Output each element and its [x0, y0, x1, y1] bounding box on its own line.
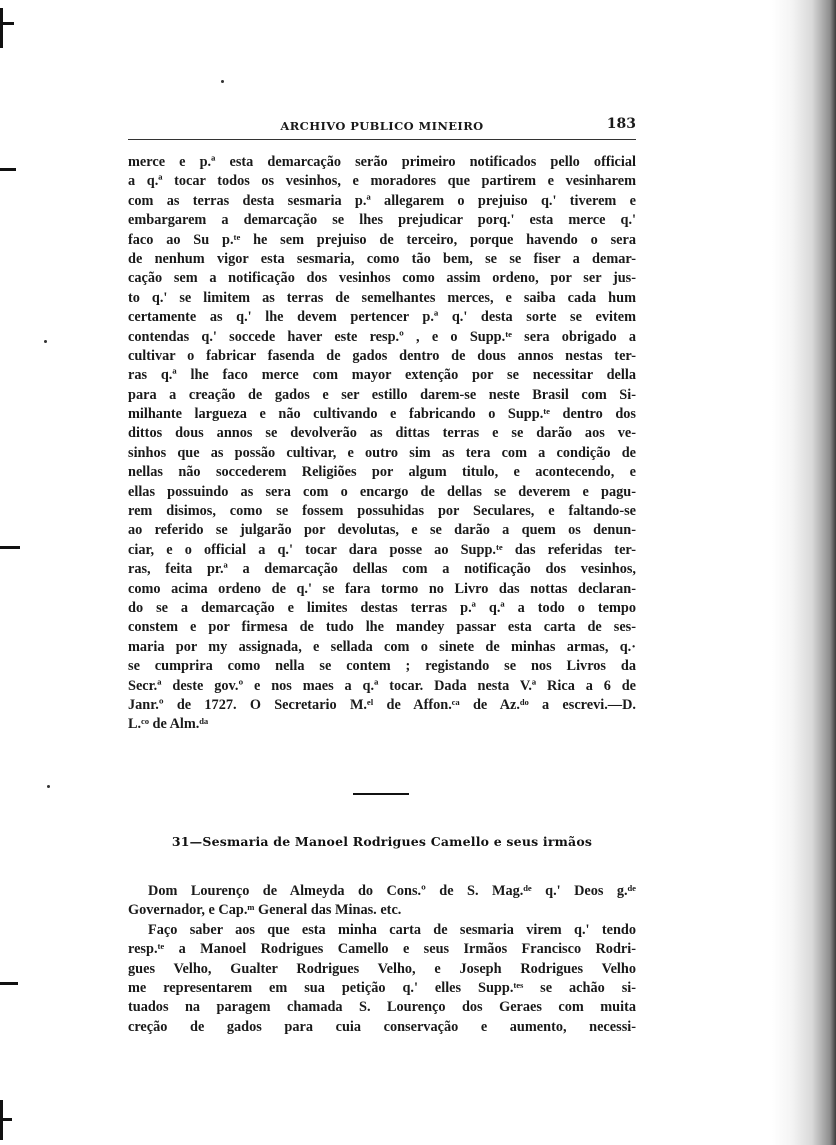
text-line: faco ao Su p.ᵗᵉ he sem prejuiso de terceiro, porque havendo o sera [128, 231, 636, 248]
text-line: gues Velho, Gualter Rodrigues Velho, e Joseph Rodrigues Velho [128, 960, 636, 977]
margin-mark [0, 8, 3, 48]
page-edge-shadow [772, 0, 836, 1145]
speck [47, 785, 50, 788]
text-line: embargarem a demarcação se lhes prejudicar porq.' esta merce q.' [128, 212, 636, 229]
text-line: Governador, e Cap.ᵐ General das Minas. etc. [128, 902, 402, 919]
text-line: Dom Lourenço de Almeyda do Cons.º de S. Mag.ᵈᵉ q.' Deos g.ᵈᵉ [148, 883, 636, 899]
speck [221, 80, 224, 83]
text-line: me representarem em sua petição q.' elles Supp.ᵗᵉˢ se achão si- [128, 979, 636, 996]
text-line: to q.' se limitem as terras de semelhantes merces, e saiba cada hum [128, 289, 636, 306]
margin-mark [0, 22, 14, 25]
text-line: sinhos que as possão cultivar, e outro sim as tera com a condição de [128, 444, 636, 461]
running-head [128, 115, 636, 140]
text-line: cação sem a notificação dos vesinhos como assim ordeno, por ser jus- [128, 270, 636, 287]
text-line: certamente as q.' lhe devem pertencer p.ª q.' desta sorte se evitem [128, 309, 636, 326]
text-line: constem e por firmesa de tudo lhe mandey passar esta carta de ses- [128, 619, 636, 636]
text-line: Faço saber aos que esta minha carta de sesmaria virem q.' tendo [148, 921, 636, 938]
margin-mark [0, 982, 18, 985]
margin-mark [0, 1118, 12, 1121]
text-line: ellas possuindo as sera com o encargo de dellas se deverem e pagu- [128, 483, 636, 500]
text-line: merce e p.ª esta demarcação serão primeiro notificados pello official [128, 154, 636, 170]
text-line: resp.ᵗᵉ a Manoel Rodrigues Camello e seus Irmãos Francisco Rodri- [128, 941, 636, 958]
running-title: ARCHIVO PUBLICO MINEIRO [280, 119, 484, 133]
text-line: se cumprira como nella se contem ; registando se nos Livros da [128, 658, 636, 675]
speck [44, 340, 47, 343]
text-line: a q.ª tocar todos os vesinhos, e moradores que partirem e vesinharem [128, 173, 636, 190]
text-line: creção de gados para cuia conservação e aumento, necessi- [128, 1018, 636, 1035]
text-line: com as terras desta sesmaria p.ª allegarem o prejuiso q.' tiverem e [128, 192, 636, 209]
text-line: ciar, e o official a q.' tocar dara posse ao Supp.ᵗᵉ das referidas ter- [128, 541, 636, 558]
text-line: dittos dous annos se devolverão as dittas terras e se darão aos ve- [128, 425, 636, 442]
text-line: contendas q.' soccede haver este resp.º , e o Supp.ᵗᵉ sera obrigado a [128, 328, 636, 345]
paragraph-1 [128, 153, 636, 735]
paragraph-2 [128, 882, 636, 1037]
text-line: tuados na paragem chamada S. Lourenço dos Geraes com muita [128, 999, 636, 1016]
section-separator [353, 793, 409, 795]
section-heading: 31—Sesmaria de Manoel Rodrigues Camello e seus irmãos [171, 834, 593, 849]
text-line: ras, feita pr.ª a demarcação dellas com a notificação dos vesinhos, [128, 561, 636, 578]
text-line: milhante largueza e não cultivando e fabricando o Supp.ᵗᵉ dentro dos [128, 406, 636, 423]
margin-mark [0, 546, 20, 549]
text-line: Janr.º de 1727. O Secretario M.ᵉˡ de Affon.ᶜᵃ de Az.ᵈᵒ a escrevi.—D. [128, 696, 636, 713]
text-line: como acima ordeno de q.' se fara tormo no Livro das nottas declaran- [128, 580, 636, 597]
text-line: de nenhum vigor esta sesmaria, como tão bem, se se fiser a demar- [128, 250, 636, 267]
margin-mark [0, 168, 16, 171]
text-line: do se a demarcação e limites destas terras p.ª q.ª a todo o tempo [128, 599, 636, 616]
text-line: nellas não soccederem Religiões por algum titulo, e acontecendo, e [128, 464, 636, 481]
text-line: ras q.ª lhe faco merce com mayor extenção por se necessitar della [128, 367, 636, 384]
text-line: para a creação de gados e ser estillo darem-se neste Brasil com Si- [128, 386, 636, 403]
text-line: cultivar o fabricar fasenda de gados dentro de dous annos nestas ter- [128, 347, 636, 364]
text-line: Secr.ª deste gov.º e nos maes a q.ª tocar. Dada nesta V.ª Rica a 6 de [128, 677, 636, 694]
text-line: ao referido se julgarão por devolutas, e se darão a quem os denun- [128, 522, 636, 539]
text-line: rem disimos, como se fossem possuhidas por Seculares, e faltando-se [128, 503, 636, 520]
page-number: 183 [606, 116, 636, 132]
text-line: L.ᶜᵒ de Alm.ᵈᵃ [128, 716, 209, 733]
text-line: maria por my assignada, e sellada com o sinete de minhas armas, q.· [128, 638, 636, 655]
